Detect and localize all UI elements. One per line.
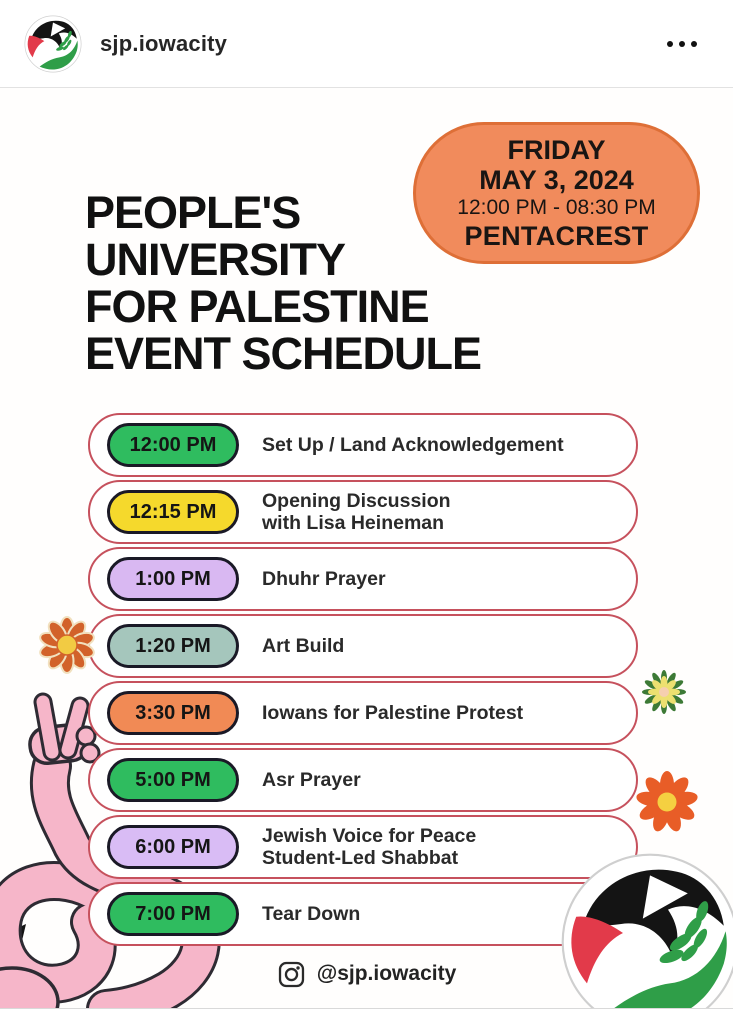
time-badge: 6:00 PM	[107, 825, 239, 869]
time-badge: 1:00 PM	[107, 557, 239, 601]
time-badge: 1:20 PM	[107, 624, 239, 668]
event-label: Dhuhr Prayer	[262, 568, 386, 590]
event-label: Iowans for Palestine Protest	[262, 702, 524, 724]
title-line: UNIVERSITY	[85, 234, 346, 285]
schedule-row	[88, 547, 638, 611]
profile-avatar[interactable]	[24, 15, 82, 73]
event-time-range: 12:00 PM - 08:30 PM	[457, 196, 656, 219]
time-badge: 12:15 PM	[107, 490, 239, 534]
time-badge: 7:00 PM	[107, 892, 239, 936]
event-day: FRIDAY	[507, 135, 606, 165]
schedule-row	[88, 681, 638, 745]
flower-orange-right-icon	[635, 770, 699, 834]
instagram-handle: @sjp.iowacity	[316, 962, 457, 985]
sjp-dove-logo-icon	[24, 15, 82, 73]
event-label: Tear Down	[262, 903, 361, 925]
schedule-row	[88, 815, 638, 879]
event-label: Asr Prayer	[262, 769, 361, 791]
event-label: Opening Discussion with Lisa Heineman	[262, 490, 451, 534]
instagram-icon	[277, 960, 306, 989]
schedule-row	[88, 413, 638, 477]
flyer-footer	[0, 956, 733, 992]
time-badge: 3:30 PM	[107, 691, 239, 735]
flower-left-icon	[36, 614, 98, 676]
event-label: Jewish Voice for Peace Student-Led Shabbat	[262, 825, 477, 869]
title-line: PEOPLE'S	[85, 187, 301, 238]
event-date: MAY 3, 2024	[479, 165, 634, 195]
flyer-title	[85, 189, 481, 377]
flower-small-right-icon	[640, 668, 688, 716]
title-line: FOR PALESTINE	[85, 281, 429, 332]
username-link[interactable]: sjp.iowacity	[100, 31, 228, 56]
schedule-row	[88, 882, 638, 946]
title-line: EVENT SCHEDULE	[85, 328, 482, 379]
schedule-row	[88, 748, 638, 812]
event-location: PENTACREST	[464, 221, 649, 251]
event-label: Set Up / Land Acknowledgement	[262, 434, 564, 456]
schedule-row	[88, 480, 638, 544]
schedule-row	[88, 614, 638, 678]
time-badge: 5:00 PM	[107, 758, 239, 802]
post-image[interactable]	[0, 88, 733, 1009]
schedule-list	[88, 413, 638, 949]
post-header	[0, 0, 733, 88]
event-label: Art Build	[262, 635, 345, 657]
time-badge: 12:00 PM	[107, 423, 239, 467]
more-options-icon[interactable]	[667, 38, 701, 50]
